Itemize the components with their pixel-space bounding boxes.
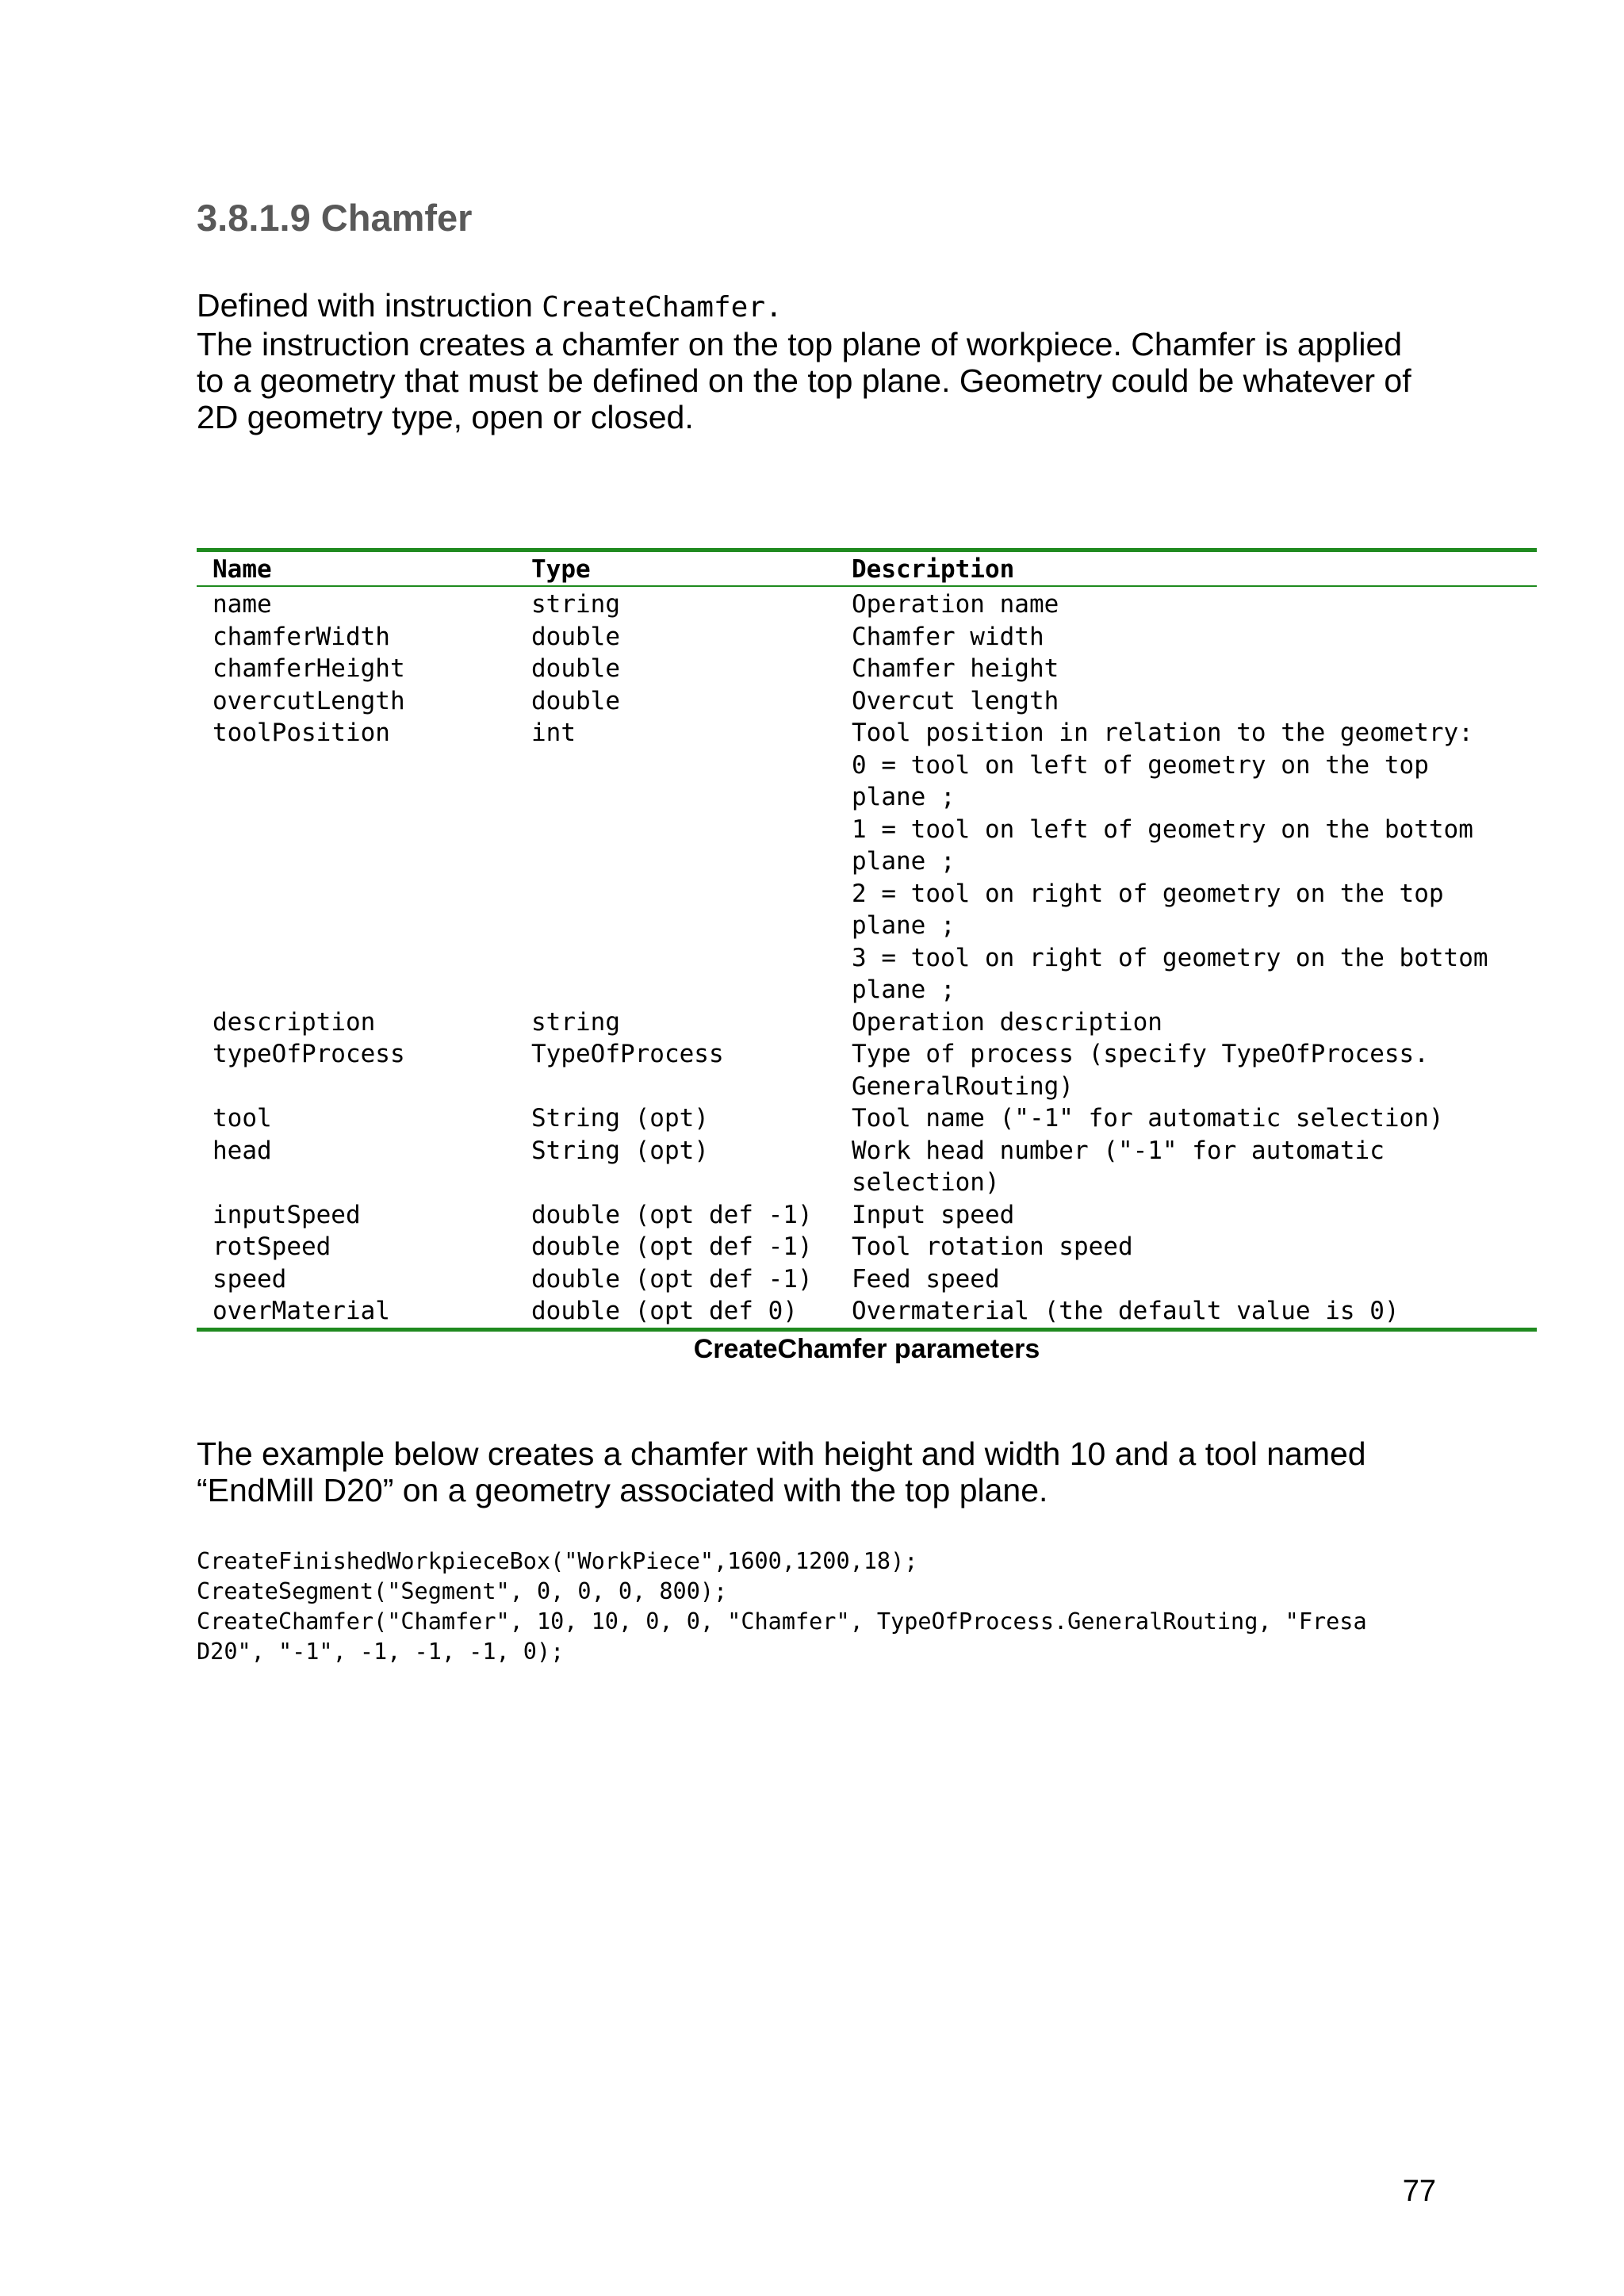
param-name: tool — [213, 1104, 272, 1133]
table-row — [197, 653, 1537, 685]
description-line: Work head number ("-1" for automatic — [852, 1136, 1385, 1165]
description-line: Overmaterial (the default value is 0) — [852, 1297, 1400, 1325]
param-type: TypeOfProcess — [531, 1040, 724, 1068]
param-description — [836, 1135, 1537, 1199]
param-name: inputSpeed — [213, 1200, 361, 1229]
code-example — [197, 1547, 1481, 1667]
description-line: 1 = tool on left of geometry on the bottom — [852, 815, 1473, 844]
table-row — [197, 1038, 1537, 1102]
param-description — [836, 621, 1537, 654]
param-description — [836, 653, 1537, 685]
intro-block — [197, 287, 1434, 435]
param-description — [836, 1102, 1537, 1135]
table-row — [197, 685, 1537, 718]
code-line: D20", "-1", -1, -1, -1, 0); — [197, 1639, 565, 1665]
param-name: rotSpeed — [213, 1232, 331, 1261]
description-line: plane ; — [852, 976, 956, 1004]
param-type: string — [531, 1007, 620, 1037]
section-title: 3.8.1.9 Chamfer — [197, 197, 473, 239]
param-type: double (opt def -1) — [531, 1232, 813, 1261]
table-row — [197, 588, 1537, 621]
description-line: 2 = tool on right of geometry on the top — [852, 879, 1444, 908]
intro-line: to a geometry that must be defined on the top plane. Geometry could be whatever of — [197, 362, 1411, 399]
example-line: “EndMill D20” on a geometry associated with the top plane. — [197, 1472, 1048, 1508]
param-name: description — [213, 1007, 376, 1037]
header-description: Description — [852, 555, 1015, 584]
example-text — [197, 1435, 1434, 1508]
description-line: Chamfer height — [852, 654, 1059, 683]
example-paragraph — [197, 1435, 1434, 1508]
param-name: chamferHeight — [213, 654, 405, 683]
param-description — [836, 1006, 1537, 1039]
param-description — [836, 685, 1537, 718]
description-line: Overcut length — [852, 686, 1059, 715]
intro-paragraph — [197, 326, 1434, 435]
param-type: double (opt def -1) — [531, 1200, 813, 1229]
description-line: Operation name — [852, 590, 1059, 619]
code-line: CreateChamfer("Chamfer", 10, 10, 0, 0, "Chamfer", TypeOfProcess.GeneralRouting, "Fresa — [197, 1608, 1367, 1635]
header-name: Name — [213, 555, 272, 584]
param-name: chamferWidth — [213, 622, 390, 651]
description-line: Input speed — [852, 1200, 1015, 1229]
description-line: Chamfer width — [852, 622, 1044, 651]
description-line: plane ; — [852, 911, 956, 940]
instruction-name: CreateChamfer. — [542, 291, 783, 324]
param-description — [836, 1199, 1537, 1232]
parameters-table — [197, 548, 1537, 1332]
table-header-row — [197, 552, 1537, 587]
param-name: name — [213, 590, 272, 619]
description-line: Operation description — [852, 1007, 1162, 1037]
description-line: 0 = tool on left of geometry on the top — [852, 750, 1429, 780]
param-type: double — [531, 622, 620, 651]
code-line: CreateSegment("Segment", 0, 0, 0, 800); — [197, 1578, 728, 1604]
table-body — [197, 587, 1537, 1328]
table-row — [197, 1295, 1537, 1328]
param-name: speed — [213, 1264, 287, 1294]
param-description — [836, 1231, 1537, 1263]
table-row — [197, 1102, 1537, 1135]
param-type: double — [531, 686, 620, 715]
table-row — [197, 1263, 1537, 1296]
example-line: The example below creates a chamfer with height and width 10 and a tool named — [197, 1435, 1366, 1472]
table-row — [197, 1006, 1537, 1039]
param-description — [836, 1038, 1537, 1102]
param-type: string — [531, 590, 620, 619]
intro-prefix: Defined with instruction — [197, 287, 542, 324]
param-type: String (opt) — [531, 1136, 709, 1165]
description-line: 3 = tool on right of geometry on the bottom — [852, 943, 1488, 972]
description-line: Tool rotation speed — [852, 1232, 1133, 1261]
param-type: double (opt def 0) — [531, 1297, 798, 1325]
param-type: int — [531, 719, 576, 747]
table-caption: CreateChamfer parameters — [693, 1334, 1040, 1364]
description-line: plane ; — [852, 783, 956, 811]
table-row — [197, 1135, 1537, 1199]
param-description — [836, 588, 1537, 621]
param-type: String (opt) — [531, 1104, 709, 1133]
param-description — [836, 717, 1537, 1006]
param-name: typeOfProcess — [213, 1040, 405, 1068]
param-type: double (opt def -1) — [531, 1264, 813, 1294]
description-line: Tool position in relation to the geometry: — [852, 719, 1473, 747]
intro-line: The instruction creates a chamfer on the top plane of workpiece. Chamfer is applied — [197, 326, 1403, 362]
table-row — [197, 621, 1537, 654]
param-type: double — [531, 654, 620, 683]
param-description — [836, 1295, 1537, 1328]
param-name: overMaterial — [213, 1297, 390, 1325]
param-name: overcutLength — [213, 686, 405, 715]
param-name: toolPosition — [213, 719, 390, 747]
description-line: Feed speed — [852, 1264, 1000, 1294]
description-line: Type of process (specify TypeOfProcess. — [852, 1040, 1429, 1068]
intro-line: 2D geometry type, open or closed. — [197, 399, 694, 435]
description-line: Tool name ("-1" for automatic selection) — [852, 1104, 1444, 1133]
description-line: GeneralRouting) — [852, 1071, 1074, 1101]
param-name: head — [213, 1136, 272, 1165]
param-description — [836, 1263, 1537, 1296]
intro-first-line — [197, 287, 1434, 326]
page-number: 77 — [1402, 2175, 1436, 2208]
table-row — [197, 1199, 1537, 1232]
description-line: plane ; — [852, 847, 956, 876]
description-line: selection) — [852, 1168, 1000, 1197]
code-line: CreateFinishedWorkpieceBox("WorkPiece",1600,1200,18); — [197, 1548, 918, 1574]
header-type: Type — [531, 555, 591, 584]
table-row — [197, 717, 1537, 1006]
table-row — [197, 1231, 1537, 1263]
